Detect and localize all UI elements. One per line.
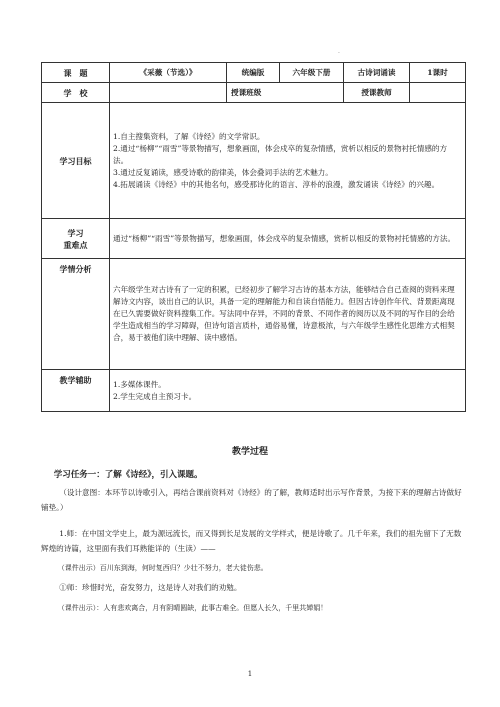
teacher-label: 授课教师 [344, 83, 410, 103]
analysis-text: 六年级学生对古诗有了一定的积累，已经初步了解学习古诗的基本方法，能够结合自己查阅的资料来理解诗文内容，谈出自己的认识，具备一定的理解能力和自读自悟能力。但因古诗创作年代、背景距离现在已久需要做好资料搜集工作。写法同中存异，不同的背景、不同作者的阅历以及不同的写作目的会给学生造成相当的学习障碍，但诗句语言质朴，通俗易懂，诗意极浓，与六年级学生感性化思维方式相契合，易于被他们读中理解、读中感悟。 [110, 259, 466, 370]
school-label: 学 校 [42, 83, 110, 103]
teacher-value [410, 83, 466, 103]
goal-item: 4.拓展诵读《诗经》中的其他名句，感受那诗化的语言、淳朴的浪漫，激发诵读《诗经》的兴趣。 [113, 179, 440, 189]
header-mark: . [338, 48, 340, 55]
aids-row [42, 370, 466, 412]
school-value [110, 83, 227, 103]
lesson-plan-table [41, 62, 466, 412]
goals-row [42, 103, 466, 219]
courseware-quote: （课件出示）百川东到海，何时复西归？少壮不努力，老大徒伤悲。 [57, 564, 268, 572]
hours: 1课时 [410, 63, 466, 83]
analysis-row [42, 259, 466, 370]
analysis-label: 学情分析 [42, 259, 110, 370]
lesson-type: 古诗词诵读 [344, 63, 410, 83]
design-note: （设计意图：本环节以诗歌引入，再结合课前资料对《诗经》的了解，教师适时出示写作背景，为接下来的理解古诗做好铺垫。） [41, 488, 462, 512]
keypoints-label [42, 219, 110, 259]
aids-list [110, 370, 466, 412]
school-row [42, 83, 466, 103]
keypoints-text: 通过“杨柳”“雨雪”等景物描写，想象画面，体会戍卒的复杂情感，赏析以相反的景物衬托情感的方法。 [110, 219, 466, 259]
aids-label: 教学辅助 [42, 370, 110, 412]
grade: 六年级下册 [280, 63, 344, 83]
teacher-paragraph: 1.师：在中国文学史上，最为源远流长，而又得到长足发展的文学样式，便是诗歌了。几千年来，我们的祖先留下了无数辉煌的诗篇，这里面有我们耳熟能详的（生读）—— [41, 529, 462, 553]
keypoints-label-line2: 重难点 [63, 239, 88, 250]
goal-item: 3.通过反复诵读，感受诗歌的韵律美，体会叠词手法的艺术魅力。 [113, 167, 333, 177]
page-number: 1 [247, 670, 253, 678]
goal-item: 2.通过“杨柳”“雨雪”等景物描写，想象画面，体会戍卒的复杂情感，赏析以相反的景物衬托情感的方法。 [113, 143, 448, 165]
teacher-comment: ①师：珍惜时光，奋发努力，这是诗人对我们的劝勉。 [59, 583, 242, 592]
class-label: 授课班级 [227, 83, 344, 103]
section-title: 教学过程 [231, 447, 268, 457]
keypoints-label-line1: 学习 [67, 227, 84, 238]
task-heading: 学习任务一：了解《诗经》，引入课题。 [53, 470, 203, 480]
header-row [42, 63, 466, 83]
course-title: 《采薇（节选）》 [110, 63, 227, 83]
edition: 统编版 [227, 63, 280, 83]
goals-list [110, 103, 466, 219]
courseware-quote: （课件出示）：人有悲欢离合，月有阴晴圆缺，此事古难全。但愿人长久，千里共婵娟！ [57, 604, 328, 612]
aid-item: 1.多媒体课件。 [113, 379, 166, 389]
goals-label: 学习目标 [42, 103, 110, 219]
aid-item: 2.学生完成自主预习卡。 [113, 391, 197, 401]
goal-item: 1.自主搜集资料，了解《诗经》的文学常识。 [113, 131, 265, 141]
course-label: 课 题 [42, 63, 110, 83]
keypoints-row [42, 219, 466, 259]
